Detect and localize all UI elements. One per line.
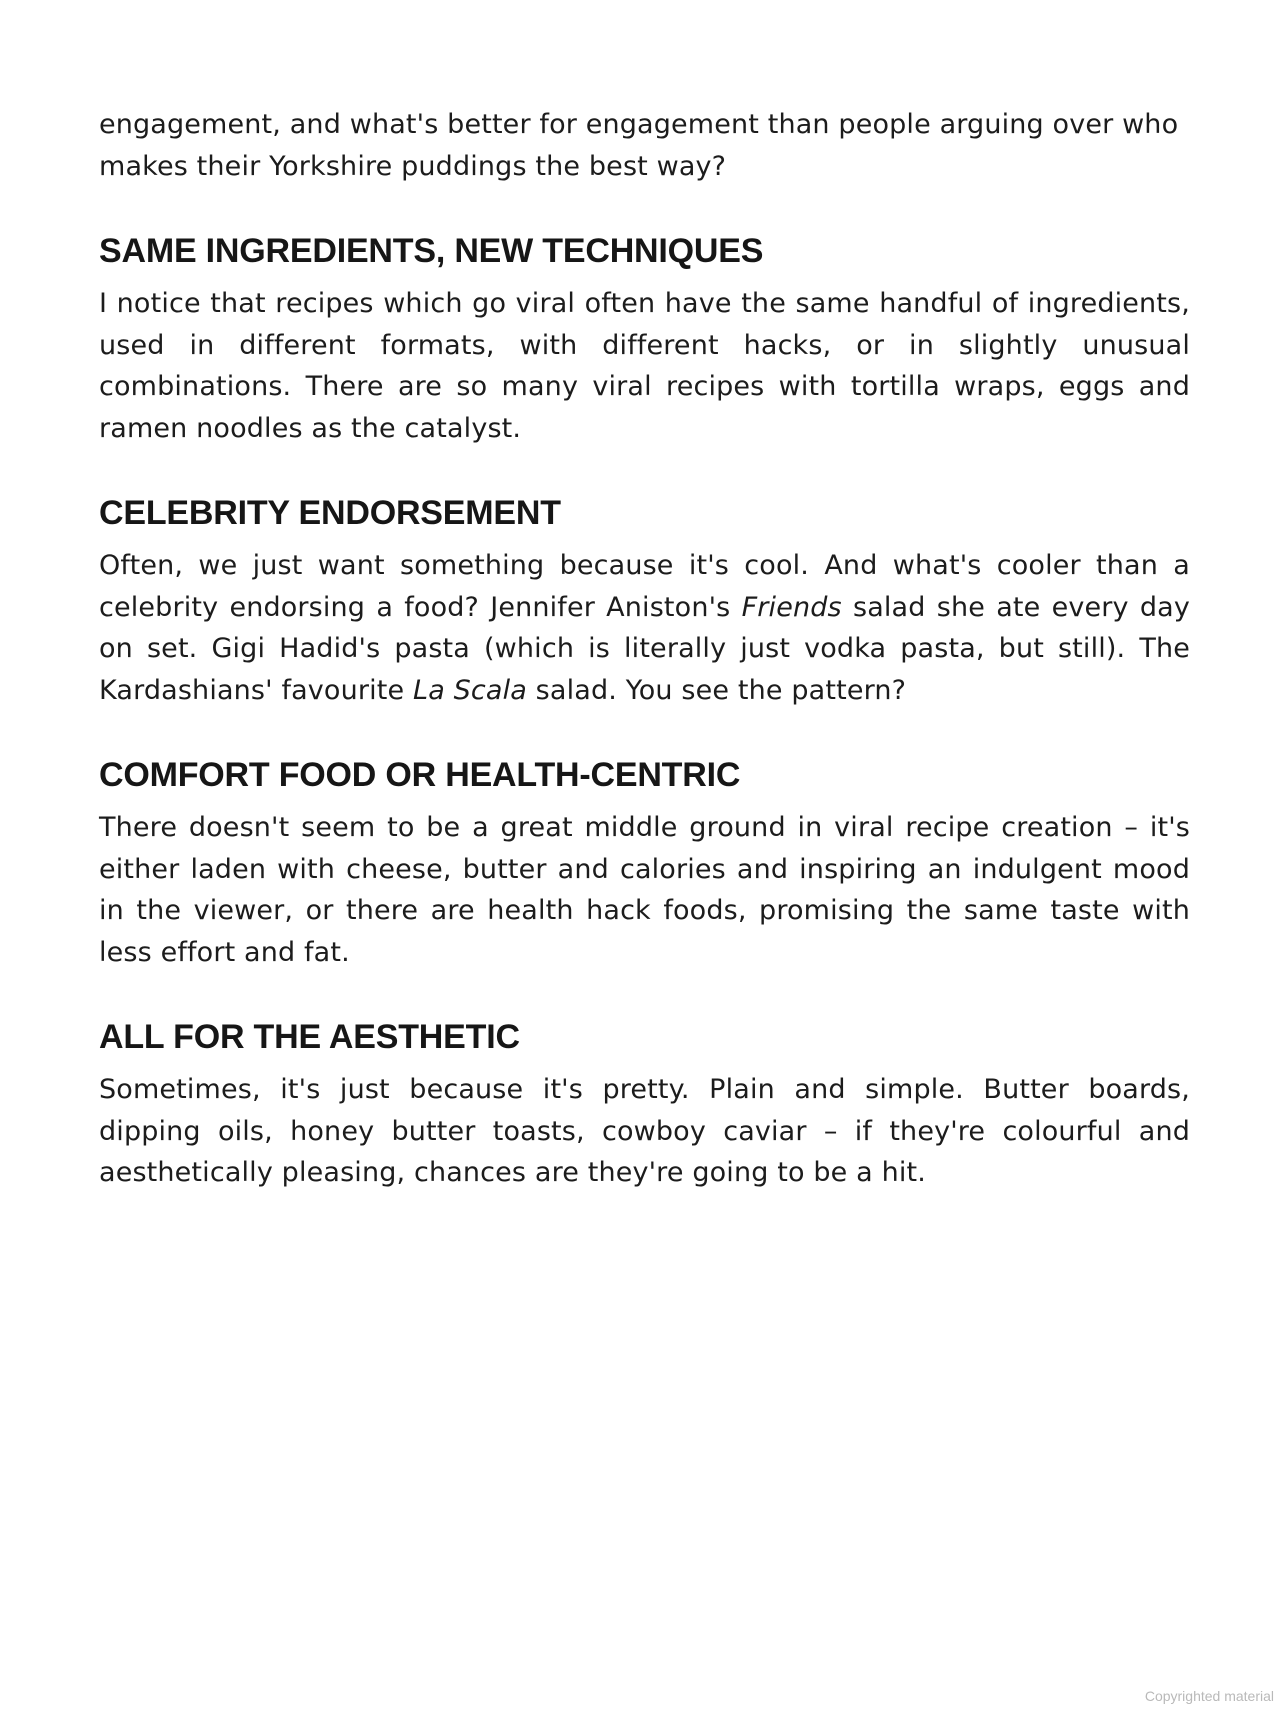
section-heading: COMFORT FOOD OR HEALTH-CENTRIC [99, 756, 741, 794]
paragraph-text: salad she ate every day on set. Gigi Hadid's pasta (which is literally just vodka pasta, but still). The Kardashians' favourite [99, 591, 1191, 706]
section-celebrity-endorsement [99, 491, 1190, 711]
section-heading: ALL FOR THE AESTHETIC [99, 1018, 520, 1056]
italic-title-friends: Friends [741, 591, 842, 623]
section-heading: CELEBRITY ENDORSEMENT [99, 494, 561, 532]
section-heading: SAME INGREDIENTS, NEW TECHNIQUES [99, 232, 764, 270]
section-aesthetic [99, 1015, 1190, 1194]
paragraph-text: Often, we just want something because it's cool. And what's cooler than a celebrity endorsing a food? Jennifer Aniston's [99, 550, 1190, 623]
section-paragraph: There doesn't seem to be a great middle ground in viral recipe creation – it's either laden with cheese, butter and calories and inspiring an indulgent mood in the viewer, or there are health hack foods, promising the same taste with less effort and fat. [99, 812, 1190, 968]
section-comfort-food [99, 753, 1190, 973]
section-paragraph [99, 545, 1190, 711]
section-paragraph: I notice that recipes which go viral often have the same handful of ingredients, used in different formats, with different hacks, or in slightly unusual combinations. There are so many viral recipes with tortilla wraps, eggs and ramen noodles as the catalyst. [99, 288, 1190, 444]
intro-paragraph: engagement, and what's better for engagement than people arguing over who makes their Yorkshire puddings the best way? [99, 109, 1179, 182]
italic-title-la-scala: La Scala [413, 674, 527, 706]
paragraph-text: salad. You see the pattern? [526, 674, 907, 706]
section-paragraph: Sometimes, it's just because it's pretty. Plain and simple. Butter boards, dipping oils, honey butter toasts, cowboy caviar – if they're colourful and aesthetically pleasing, chances are they're going to be a hit. [99, 1074, 1190, 1188]
page-content [99, 104, 1190, 1194]
copyright-notice: Copyrighted material [1144, 1688, 1274, 1704]
section-same-ingredients [99, 229, 1190, 449]
